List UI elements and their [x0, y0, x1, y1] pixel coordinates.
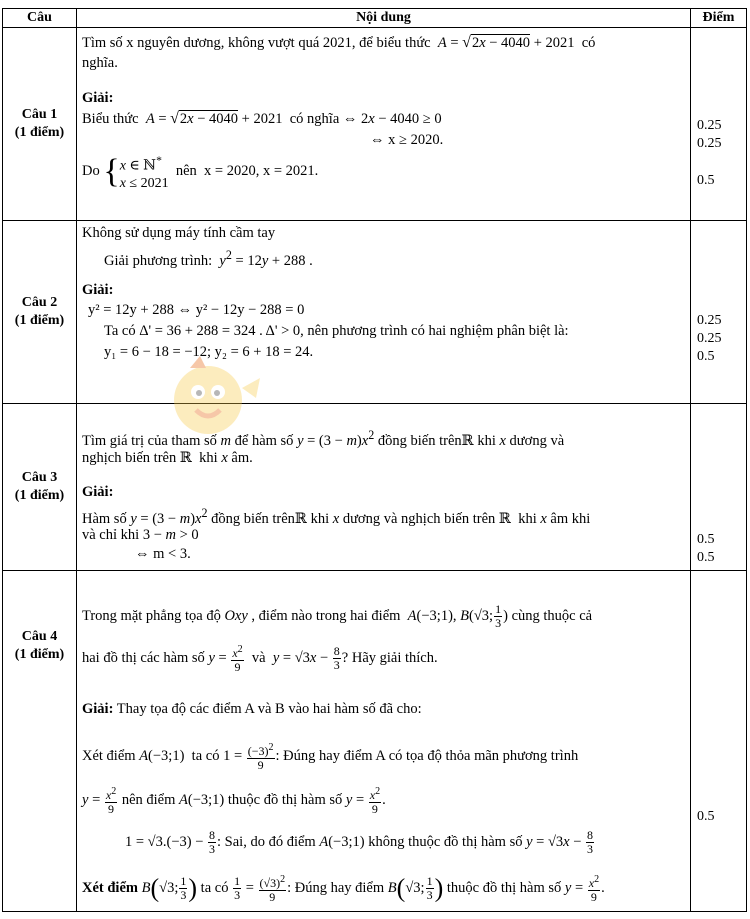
q1-sol-line3: Do { x ∈ ℕ* x ≤ 2021 nên x = 2020, x = 2021.	[82, 152, 319, 191]
row-q1	[3, 28, 747, 221]
q2-giai: Giải:	[82, 282, 114, 298]
header-noidung: Nội dung	[77, 9, 691, 28]
q2-line2: Giải phương trình: $y^2 = 12y + 288$ .	[104, 248, 313, 269]
q1-label: Câu 1	[21, 107, 58, 122]
q3-sol-line2: và chỉ khi 3 − m > 0	[82, 527, 199, 543]
q1-content	[77, 28, 691, 221]
header-row	[3, 9, 747, 28]
q1-points: (1 điểm)	[14, 125, 65, 140]
q3-score-cell	[691, 404, 747, 571]
q3-label: Câu 3	[21, 470, 58, 485]
q3-label-cell	[3, 404, 77, 571]
q2-label: Câu 2	[21, 295, 58, 310]
q3-points: (1 điểm)	[14, 488, 65, 503]
q3-prompt-line1: Tìm giá trị của tham số m để hàm số $y = (3 - m)x^2$ đồng biến trênℝ khi x dương và	[82, 428, 565, 449]
row-q4	[3, 571, 747, 912]
q2-score-2: 0.25	[697, 331, 722, 346]
q2-score-cell	[691, 221, 747, 404]
q4-giai-line: Giải: Thay tọa độ các điểm A và B vào hai hàm số đã cho:	[82, 701, 422, 717]
q2-label-cell	[3, 221, 77, 404]
q1-prompt-line1: Tìm số x nguyên dương, không vượt quá 2021, để biểu thức A = √2x − 4040 + 2021 có	[82, 34, 596, 51]
q4-xa-line2: y = $\frac{x^2}{9}$ nên điểm A(−3;1) thuộc đồ thị hàm số y = $\frac{x^2}{9}$ .	[82, 786, 386, 816]
q2-line1: Không sử dụng máy tính cầm tay	[82, 225, 276, 241]
answer-table	[2, 8, 747, 912]
q4-xa-line3: 1 = √3.(−3) − $\frac{8}{3}$ : Sai, do đó điểm A(−3;1) không thuộc đồ thị hàm số y = √3x − $\frac{8}{3}$	[125, 828, 594, 856]
q4-score: 0.5	[697, 809, 715, 824]
q4-label: Câu 4	[21, 629, 58, 644]
header-cau: Câu	[3, 9, 77, 28]
q3-sol-line1: Hàm số $y = (3 - m)x^2$ đồng biến trênℝ khi x dương và nghịch biến trên ℝ khi x âm khi	[82, 506, 591, 527]
q2-content	[77, 221, 691, 404]
q4-score-cell	[691, 571, 747, 912]
q4-points: (1 điểm)	[14, 647, 65, 662]
q4-xb-line1: Xét điểm B(√3; $\frac{1}{3}$ ) ta có $\frac{1}{3}$ = $\frac{(√3)^2}{9}$ : Đúng hay điểm B(√3; $\frac{1}{3}$ ) thuộc đồ thị hàm số y = $\frac{x^2}{9}$ .	[82, 873, 605, 904]
q4-xa-line1: Xét điểm A(−3;1) ta có 1 = $\frac{(-3)^2}{9}$ : Đúng hay điểm A có tọa độ thỏa mãn phương trình	[82, 742, 579, 772]
q3-score-1: 0.5	[697, 532, 715, 547]
q3-prompt-line2: nghịch biến trên ℝ khi x âm.	[82, 450, 253, 466]
q4-label-cell	[3, 571, 77, 912]
q3-sol-line3: ⇔ m < 3.	[135, 546, 191, 562]
q2-sol-line1: y² = 12y + 288 ⇔ y² − 12y − 288 = 0	[88, 302, 305, 318]
q2-score-1: 0.25	[697, 313, 722, 328]
q3-content	[77, 404, 691, 571]
q1-score-1: 0.25	[697, 118, 722, 133]
row-q3	[3, 404, 747, 571]
q4-prompt-line2: hai đồ thị các hàm số y = $\frac{x^2}{9}$ và y = √3x − $\frac{8}{3}$ ? Hãy giải thích.	[82, 644, 438, 674]
q4-prompt-line1: Trong mặt phẳng tọa độ Oxy , điểm nào trong hai điểm A(−3;1), B(√3; $\frac{1}{3}$ ) cùng thuộc cả	[82, 602, 593, 630]
q2-sol-line3: y₁ = 6 − 18 = −12; y₂ = 6 + 18 = 24.	[104, 344, 314, 360]
q1-score-2: 0.25	[697, 136, 722, 151]
q1-sol-line1: Biểu thức A = √2x − 4040 + 2021 có nghĩa ⇔ 2x − 4040 ≥ 0	[82, 110, 442, 127]
q4-content	[77, 571, 691, 912]
q1-label-cell	[3, 28, 77, 221]
q2-sol-line2: Ta có Δ' = 36 + 288 = 324 . Δ' > 0, nên phương trình có hai nghiệm phân biệt là:	[104, 323, 569, 339]
q1-score-cell	[691, 28, 747, 221]
header-diem: Điểm	[691, 9, 747, 28]
q3-giai: Giải:	[82, 484, 114, 500]
q3-score-2: 0.5	[697, 550, 715, 565]
row-q2	[3, 221, 747, 404]
q1-score-3: 0.5	[697, 173, 715, 188]
q1-sol-line2: ⇔ x ≥ 2020.	[370, 132, 444, 148]
q2-points: (1 điểm)	[14, 313, 65, 328]
q1-prompt-line2: nghĩa.	[82, 55, 118, 71]
q1-giai: Giải:	[82, 90, 114, 106]
q2-score-3: 0.5	[697, 349, 715, 364]
